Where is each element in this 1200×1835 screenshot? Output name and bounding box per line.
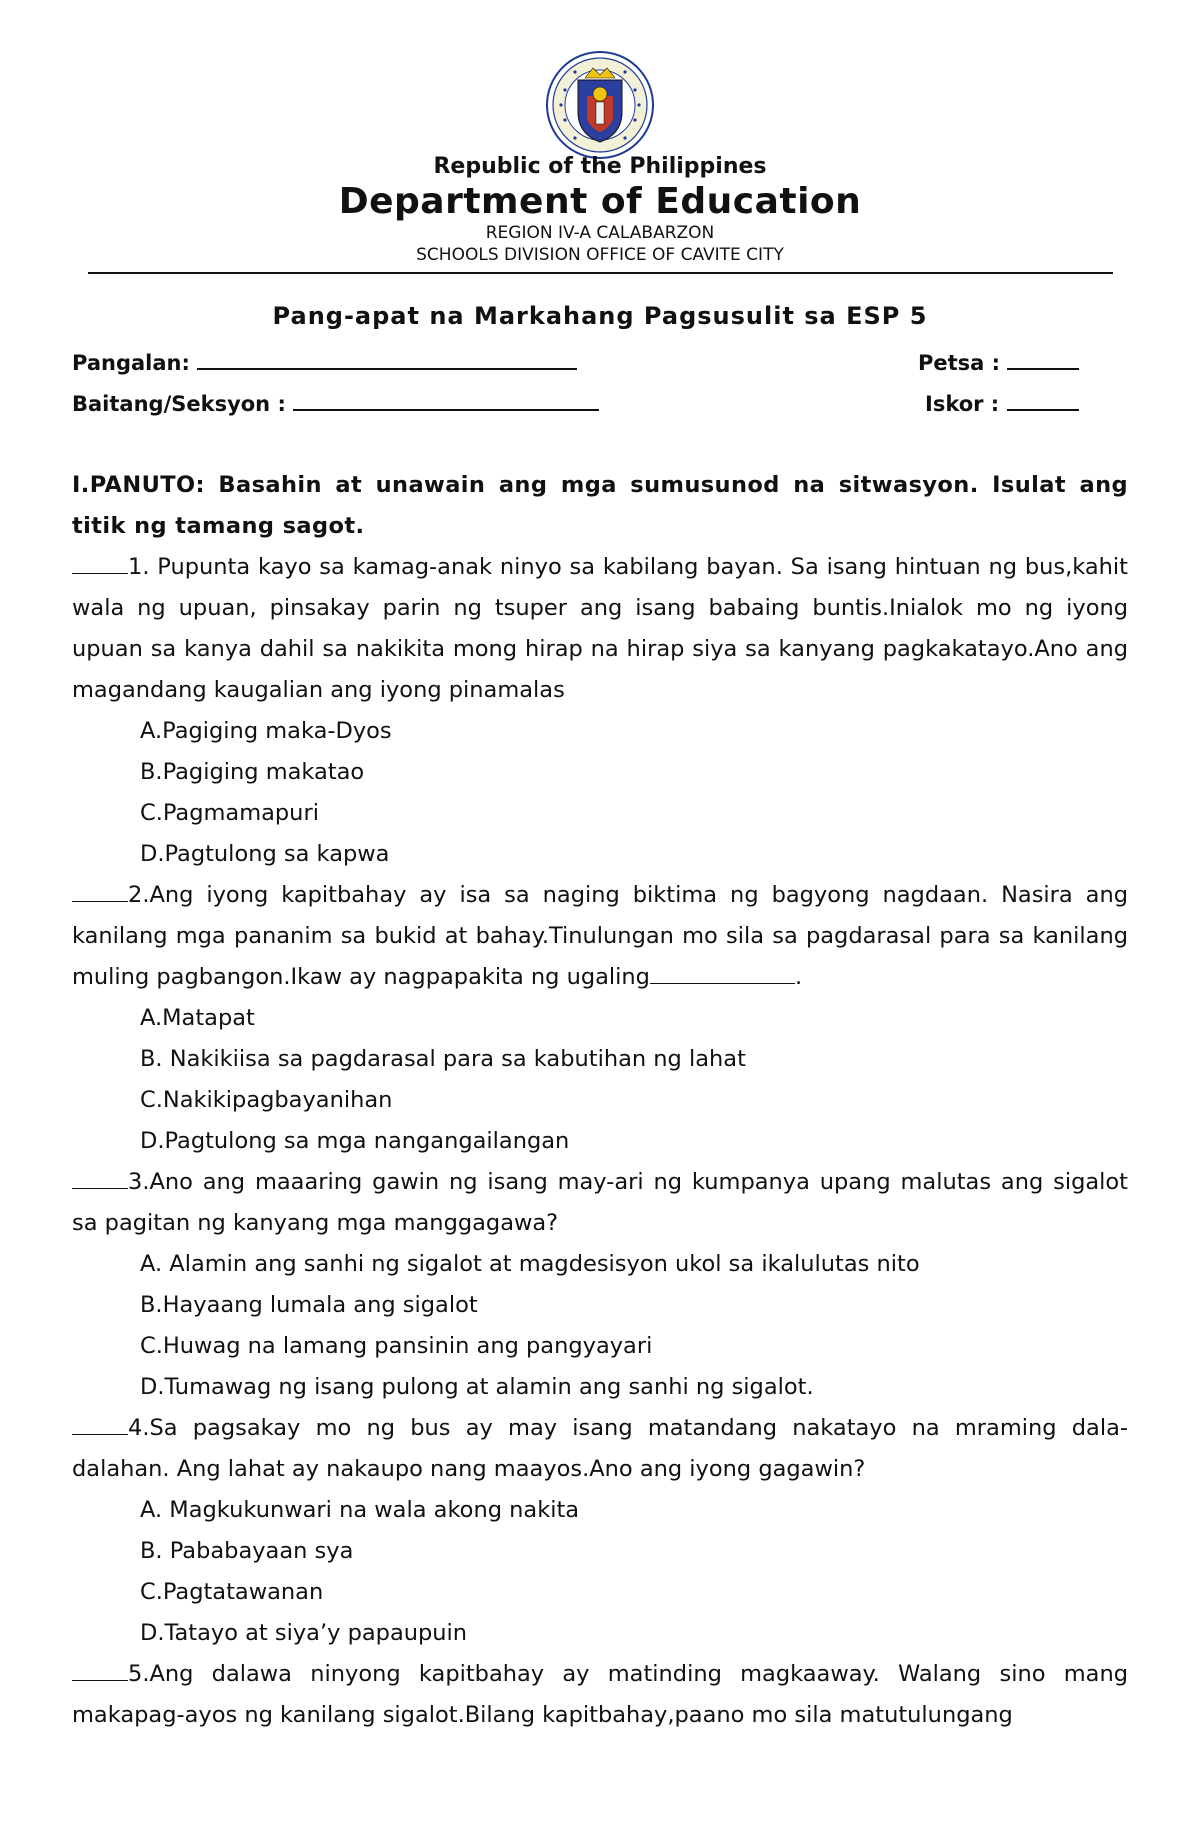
question-text-end: . xyxy=(794,964,803,990)
option: C.Nakikipagbayanihan xyxy=(140,1087,393,1113)
answer-blank[interactable] xyxy=(72,1170,128,1189)
instructions: I.PANUTO: Basahin at unawain ang mga sumusunod na sitwasyon. Isulat ang titik ng tamang sagot. xyxy=(72,472,1128,539)
option: A. Magkukunwari na wala akong nakita xyxy=(140,1497,580,1523)
option: D.Tumawag ng isang pulong at alamin ang sanhi ng sigalot. xyxy=(140,1374,814,1400)
answer-blank[interactable] xyxy=(72,555,128,574)
republic-heading: Republic of the Philippines xyxy=(433,154,767,179)
date-blank[interactable] xyxy=(1007,350,1079,370)
option: D.Pagtulong sa mga nangangailangan xyxy=(140,1128,570,1154)
score-label: Iskor : xyxy=(925,392,1000,416)
question-text: 2.Ang iyong kapitbahay ay isa sa naging biktima ng bagyong nagdaan. Nasira ang kanilang mga pananim sa bukid at bahay.Tinulungan mo sila sa pagdarasal para sa kanilang muling pagbangon.Ikaw ay nagpapakita ng ugaling xyxy=(72,882,1128,990)
score-blank[interactable] xyxy=(1007,391,1079,411)
region-heading: REGION IV-A CALABARZON xyxy=(485,223,715,243)
option: D.Tatayo at siya’y papaupuin xyxy=(140,1620,468,1646)
option: B. Pababayaan sya xyxy=(140,1538,354,1564)
question-2 xyxy=(72,875,1128,998)
option: A.Matapat xyxy=(140,1005,255,1031)
option: B. Nakikiisa sa pagdarasal para sa kabutihan ng lahat xyxy=(140,1046,746,1072)
answer-blank[interactable] xyxy=(72,1662,128,1681)
option: C.Pagtatawanan xyxy=(140,1579,324,1605)
exam-title: Pang-apat na Markahang Pagsusulit sa ESP 5 xyxy=(272,302,928,330)
question-3 xyxy=(72,1162,1128,1244)
exam-body xyxy=(72,465,1128,1736)
question-4 xyxy=(72,1408,1128,1490)
answer-blank[interactable] xyxy=(72,883,128,902)
question-text: 4.Sa pagsakay mo ng bus ay may isang matandang nakatayo na mraming dala-dalahan. Ang lahat ay nakaupo nang maayos.Ano ang iyong gagawin? xyxy=(72,1415,1128,1482)
grade-section-field[interactable] xyxy=(72,391,599,416)
option: B.Pagiging makatao xyxy=(140,759,365,785)
option: D.Pagtulong sa kapwa xyxy=(140,841,390,867)
deped-seal-icon xyxy=(545,50,655,160)
option: B.Hayaang lumala ang sigalot xyxy=(140,1292,478,1318)
option: C.Pagmamapuri xyxy=(140,800,319,826)
option: A.Pagiging maka-Dyos xyxy=(140,718,392,744)
answer-blank[interactable] xyxy=(72,1416,128,1435)
date-field[interactable] xyxy=(918,350,1079,375)
name-blank[interactable] xyxy=(197,350,577,370)
option: A. Alamin ang sanhi ng sigalot at magdesisyon ukol sa ikalulutas nito xyxy=(140,1251,920,1277)
option: C.Huwag na lamang pansinin ang pangyayari xyxy=(140,1333,653,1359)
header-divider xyxy=(88,272,1113,274)
question-text: 3.Ano ang maaaring gawin ng isang may-ari ng kumpanya upang malutas ang sigalot sa pagitan ng kanyang mga manggagawa? xyxy=(72,1169,1128,1236)
name-field[interactable] xyxy=(72,350,577,375)
division-heading: SCHOOLS DIVISION OFFICE OF CAVITE CITY xyxy=(416,245,784,265)
inline-answer-blank[interactable] xyxy=(650,965,795,984)
grade-section-blank[interactable] xyxy=(293,391,599,411)
department-heading: Department of Education xyxy=(338,181,862,222)
score-field[interactable] xyxy=(925,391,1079,416)
question-5 xyxy=(72,1654,1128,1736)
date-label: Petsa : xyxy=(918,351,1001,375)
question-text: 5.Ang dalawa ninyong kapitbahay ay matinding magkaaway. Walang sino mang makapag-ayos ng kanilang sigalot.Bilang kapitbahay,paano mo sila matutulungang xyxy=(72,1661,1128,1728)
question-text: 1. Pupunta kayo sa kamag-anak ninyo sa kabilang bayan. Sa isang hintuan ng bus,kahit wala ng upuan, pinsakay parin ng tsuper ang isang babaing buntis.Inialok mo ng iyong upuan sa kanya dahil sa nakikita mong hirap na hirap siya sa kanyang pagkakatayo.Ano ang magandang kaugalian ang iyong pinamalas xyxy=(72,554,1128,703)
question-1 xyxy=(72,547,1128,711)
grade-section-label: Baitang/Seksyon : xyxy=(72,392,286,416)
name-label: Pangalan: xyxy=(72,351,190,375)
